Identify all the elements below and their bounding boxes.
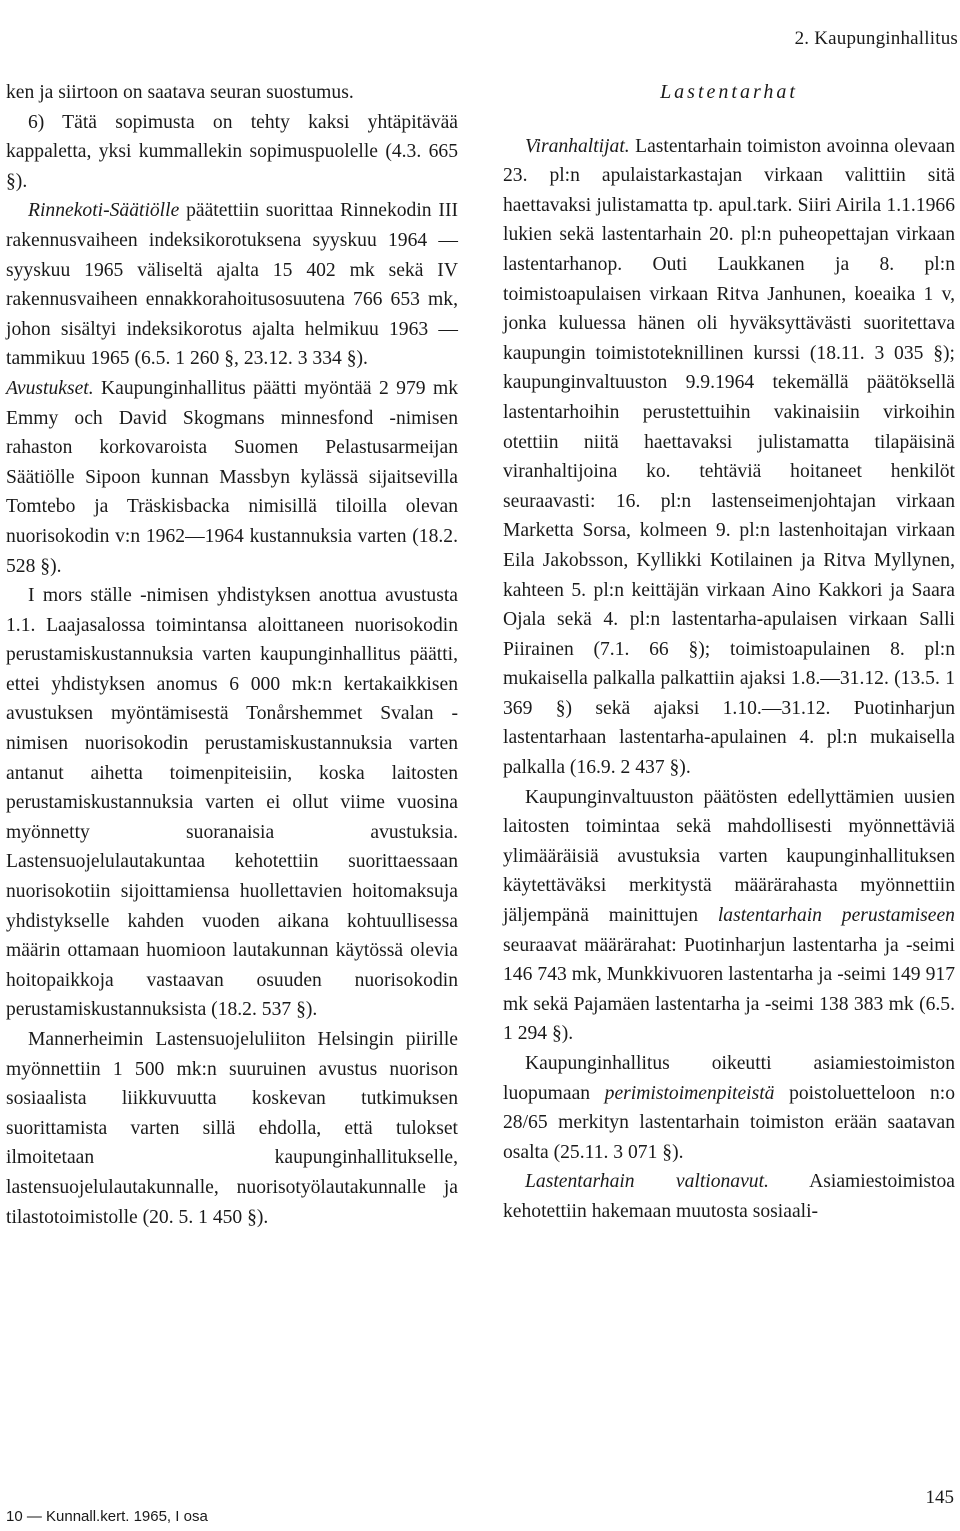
- paragraph-text: Kaupunginhallitus oikeutti asiamiestoimiston luopumaan: [503, 1053, 955, 1104]
- paragraph: [503, 783, 955, 1049]
- paragraph-text: Kaupunginhallitus päätti myöntää 2 979 mk Emmy och David Skogmans minnesfond -nimisen rahaston korkovaroista Suomen Pelastusarmeijan Säätiölle Sipoon kunnan Massbyn kylässä sijaitsevilla Tomtebo ja Träskisbacka nimisillä tiloilla olevan nuorisokodin v:n 1962—1964 kustannuksia varten (18.2. 528 §).: [6, 377, 458, 577]
- paragraph-text: poistoluetteloon n:o 28/65 merkityn lastentarhain toimiston erään saatavan osalta (25.11. 3 071 §).: [503, 1082, 955, 1163]
- paragraph: [503, 1049, 955, 1167]
- paragraph: 6) Tätä sopimusta on tehty kaksi yhtäpitävää kappaletta, yksi kummallekin sopimuspuolelle (4.3. 665 §).: [6, 111, 458, 192]
- section-title: Lastentarhat: [660, 81, 798, 103]
- paragraph-rinnekoti: [6, 196, 458, 374]
- paragraph: Mannerheimin Lastensuojeluliiton Helsingin piirille myönnettiin 1 500 mk:n suuruinen avustus nuorison sosiaalista liikkuvuutta koskevan tutkimuksen suorittamista varten sillä ehdolla, että tulokset ilmoitetaan kaupunginhallitukselle, lastensuojelulautakunnalle, nuorisotyölautakunnalle ja tilastotoimistolle (20. 5. 1 450 §).: [6, 1029, 458, 1228]
- paragraph-text: seuraavat määrärahat: Puotinharjun lastentarha ja -seimi 146 743 mk, Munkkivuoren lastentarha ja -seimi 149 917 mk sekä Pajamäen lastentarha ja -seimi 138 383 mk (6.5. 1 294 §).: [503, 934, 955, 1045]
- footer-source: 10 — Kunnall.kert. 1965, I osa: [6, 1508, 208, 1525]
- emphasis: lastentarhain perustamiseen: [717, 905, 955, 927]
- paragraph-lead: Viranhaltijat.: [525, 135, 630, 157]
- left-column: [6, 78, 458, 1232]
- paragraph-lead: Rinnekoti-Säätiölle: [28, 200, 180, 222]
- paragraph-text: päätettiin suorittaa Rinnekodin III rakennusvaiheen indeksikorotuksena syyskuu 1964 — syyskuu 1965 väliseltä ajalta 15 402 mk sekä IV rakennusvaiheen ennakkorahoitusosuutena 766 653 mk, johon sisältyi indeksikorotus ajalta helmikuu 1963 — tammikuu 1965 (6.5. 1 260 §, 23.12. 3 334 §).: [6, 200, 458, 370]
- right-column: [503, 78, 955, 1227]
- paragraph: ken ja siirtoon on saatava seuran suostumus.: [6, 82, 354, 103]
- running-head: 2. Kaupunginhallitus: [794, 28, 958, 49]
- paragraph: I mors ställe -nimisen yhdistyksen anottua avustusta 1.1. Laajasalossa toimintansa aloittaneen nuorisokodin perustamiskustannuksia varten kaupunginhallitus päätti, ettei yhdistyksen anomus 6 000 mk:n kertakaikkisen avustuksen myöntämisestä Tonårshemmet Svalan -nimisen nuorisokodin perustamiskustannuksia varten antanut aihetta toimenpiteisiin, koska laitosten perustamiskustannuksia varten ei ollut viime vuosina myönnetty suoranaisia avustuksia. Lastensuojelulautakuntaa kehotettiin suorittaessaan nuorisokotiin sijoittamiensa huollettavien hoitomaksuja yhdistykselle kahden vuoden aikana kohtuullisessa määrin ottamaan huomioon lautakunnan käytössä olevia hoitopaikkoja vastaavan osuuden nuorisokodin perustamiskustannuksista (18.2. 537 §).: [6, 585, 458, 1021]
- emphasis: perimistoimenpiteistä: [604, 1082, 775, 1104]
- paragraph-text: Asiamiestoimistoa kehotettiin hakemaan muutosta sosiaali-: [503, 1171, 955, 1222]
- paragraph-viranhaltijat: [503, 132, 955, 783]
- page-number: 145: [925, 1487, 954, 1508]
- paragraph-text: Lastentarhain toimiston avoinna olevaan 23. pl:n apulaistarkastajan virkaan valittiin sitä haettavaksi julistamatta tp. apul.tark. Siiri Airila 1.1.1966 lukien sekä lastentarhain 20. pl:n puheopettajan virkaan lastentarhanop. Outi Laukkanen ja 8. pl:n toimistoapulaisen virkaan Ritva Janhunen, koeaika 1 v, jonka kuluessa hänen oli hyväksyttävästi suoritettava kaupungin toimistoteknillinen kurssi (18.11. 3 035 §); kaupunginvaltuuston 9.9.1964 tekemällä päätöksellä lastentarhoihin perustettuihin vakinaisiin virkoihin otettiin niitä haettavaksi julistamatta tilapäisinä viranhaltijoina ko. tehtäviä hoitaneet henkilöt seuraavasti: 16. pl:n lastenseimenjohtajan virkaan Marketta Sorsa, kolmeen 9. pl:n lastenhoitajan virkaan Eila Jakobsson, Kyllikki Kotilainen ja Ritva Myllynen, kahteen 5. pl:n keittäjän virkaan Aino Kakkori ja Saara Ojala sekä 4. pl:n lastentarha-apulaisen virkaan Salli Piirainen (7.1. 66 §); toimistoapulainen 8. pl:n mukaisella palkalla palkattiin ajaksi 1.8.—31.12. (13.5. 1 369 §) sekä ajaksi 1.10.—31.12. Puotinharjun lastentarhaan lastentarha-apulainen 4. pl:n mukaisella palkalla (16.9. 2 437 §).: [503, 135, 955, 779]
- paragraph-lead: Lastentarhain valtionavut.: [525, 1171, 769, 1193]
- paragraph-lead: Avustukset.: [6, 377, 94, 399]
- paragraph-valtionavut: [503, 1167, 955, 1226]
- paragraph-avustukset: [6, 374, 458, 581]
- paragraph-text: Kaupunginvaltuuston päätösten edellyttämien uusien laitosten toimintaa sekä mahdollisesti myönnettäviä ylimääräisiä avustuksia varten kaupunginhallituksen käytettäväksi merkitystä määrärahasta myönnettiin jäljempänä mainittujen: [503, 786, 955, 927]
